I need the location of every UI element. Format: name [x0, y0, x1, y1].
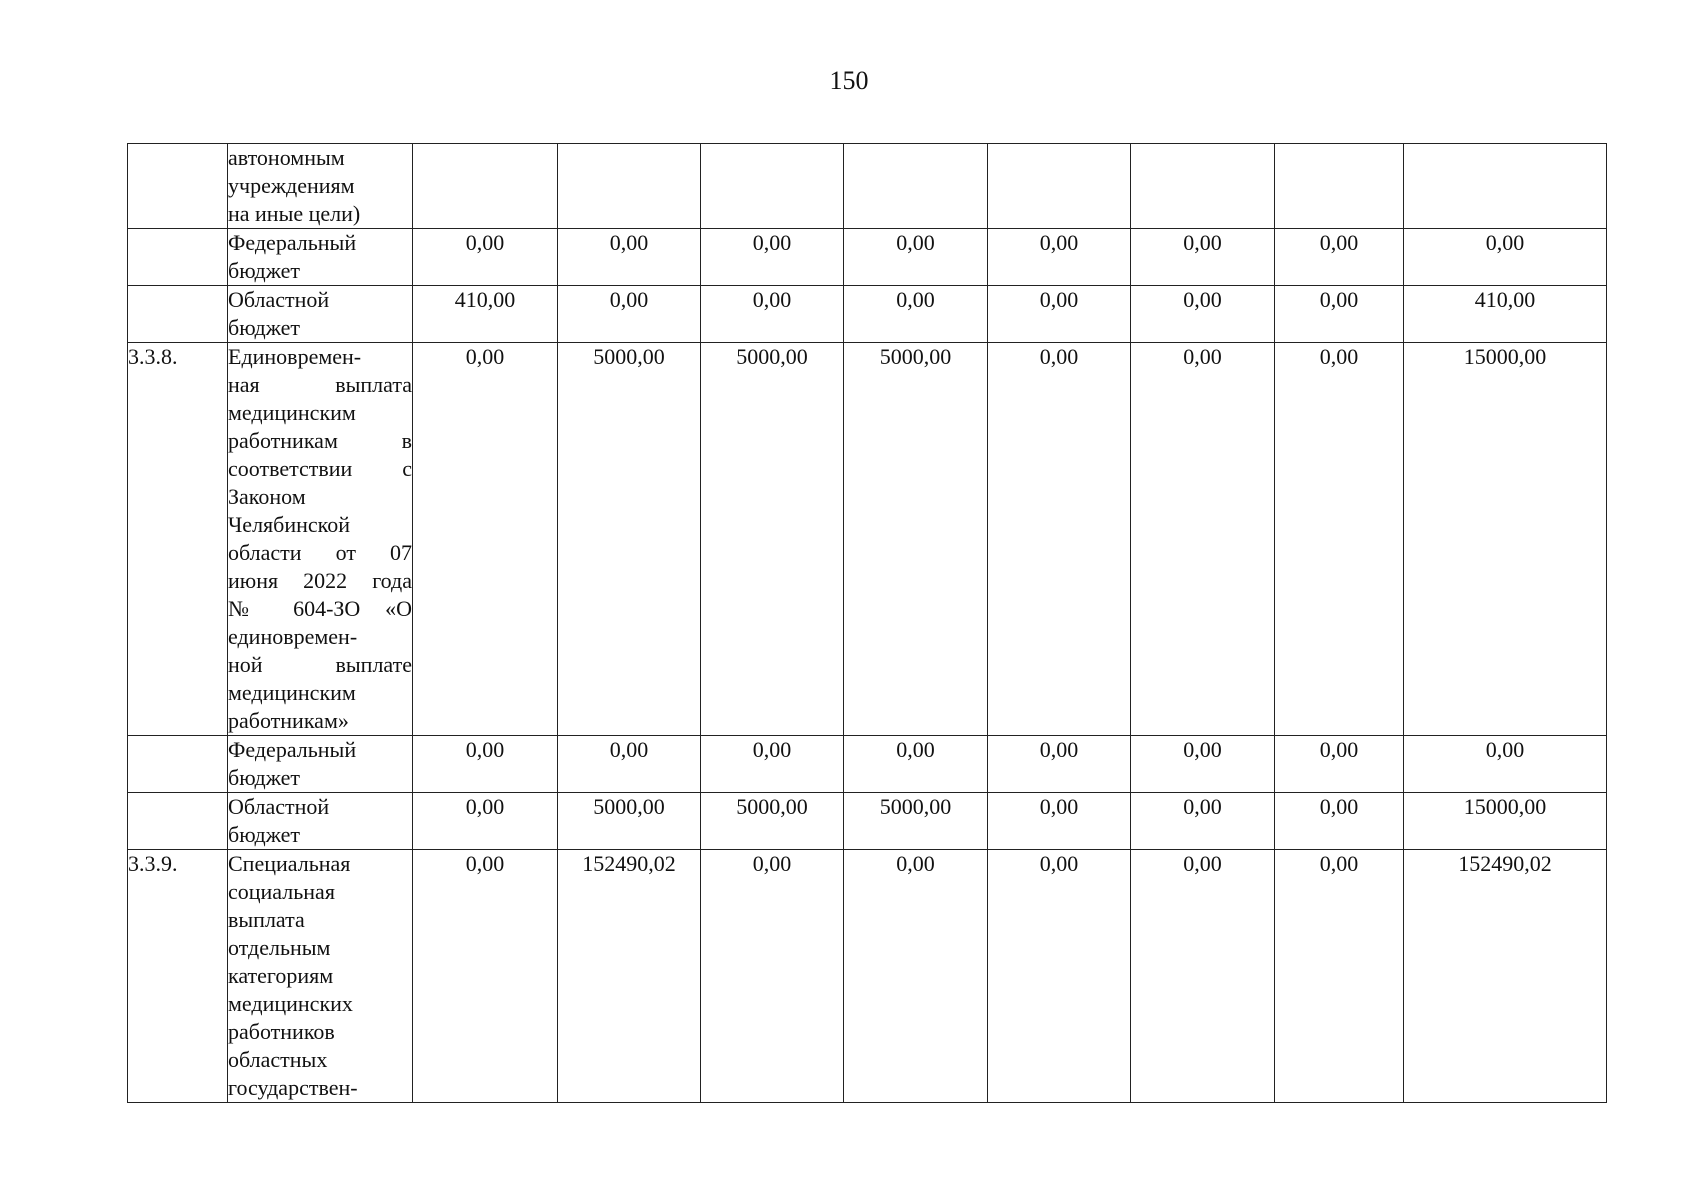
value-cell: 0,00	[988, 793, 1131, 850]
value-cell: 0,00	[1131, 850, 1275, 1103]
row-name-cell	[228, 793, 413, 850]
value-cell: 0,00	[988, 343, 1131, 736]
value-cell: 0,00	[1404, 229, 1607, 286]
value-cell: 152490,02	[558, 850, 701, 1103]
table-row	[128, 736, 1607, 793]
value-cell: 0,00	[988, 229, 1131, 286]
row-name-line: государствен-	[228, 1075, 358, 1100]
table-row	[128, 850, 1607, 1103]
row-number-cell	[128, 286, 228, 343]
value-cell: 0,00	[1131, 736, 1275, 793]
table-row	[128, 229, 1607, 286]
row-name-cell	[228, 736, 413, 793]
value-cell: 0,00	[413, 850, 558, 1103]
value-cell	[1404, 144, 1607, 229]
value-cell: 5000,00	[701, 793, 844, 850]
value-cell: 0,00	[844, 229, 988, 286]
budget-table	[127, 143, 1607, 1103]
value-cell: 0,00	[413, 229, 558, 286]
value-cell: 0,00	[701, 736, 844, 793]
row-name-line: единовремен-	[228, 624, 358, 649]
value-cell: 5000,00	[558, 343, 701, 736]
value-cell: 0,00	[988, 286, 1131, 343]
value-cell: 0,00	[1275, 343, 1404, 736]
row-name-line: работникам»	[228, 708, 349, 733]
value-cell: 5000,00	[558, 793, 701, 850]
row-name-line: Областной	[228, 287, 330, 312]
row-number-cell	[128, 793, 228, 850]
row-name-line: ная выплата	[228, 372, 412, 397]
value-cell: 0,00	[558, 229, 701, 286]
row-name-line: работникам в	[228, 428, 412, 453]
value-cell: 0,00	[701, 850, 844, 1103]
row-name-line: медицинских	[228, 991, 353, 1016]
row-name-cell	[228, 343, 413, 736]
value-cell: 15000,00	[1404, 343, 1607, 736]
table-row	[128, 793, 1607, 850]
row-name-line: соответствии с	[228, 456, 412, 481]
value-cell: 0,00	[1131, 229, 1275, 286]
value-cell: 152490,02	[1404, 850, 1607, 1103]
value-cell: 0,00	[701, 229, 844, 286]
value-cell: 0,00	[413, 793, 558, 850]
row-name-line: медицинским	[228, 400, 356, 425]
value-cell: 0,00	[844, 286, 988, 343]
row-name-line: категориям	[228, 963, 334, 988]
row-name-line: выплата	[228, 907, 305, 932]
value-cell	[1131, 144, 1275, 229]
value-cell: 0,00	[1131, 286, 1275, 343]
value-cell: 0,00	[1275, 850, 1404, 1103]
row-name-line: ной выплате	[228, 652, 412, 677]
table-row	[128, 286, 1607, 343]
value-cell: 0,00	[988, 736, 1131, 793]
row-name-line: автономным	[228, 145, 345, 170]
value-cell: 0,00	[558, 736, 701, 793]
value-cell: 0,00	[1275, 229, 1404, 286]
row-name-line: областных	[228, 1047, 328, 1072]
value-cell: 0,00	[413, 343, 558, 736]
row-name-line: отдельным	[228, 935, 331, 960]
row-name-line: Областной	[228, 794, 330, 819]
row-name-cell	[228, 286, 413, 343]
value-cell: 5000,00	[844, 343, 988, 736]
row-name-line: на иные цели)	[228, 201, 361, 226]
value-cell: 0,00	[1131, 343, 1275, 736]
row-name-line: работников	[228, 1019, 335, 1044]
row-number-cell	[128, 736, 228, 793]
page-number: 150	[829, 66, 869, 95]
value-cell: 15000,00	[1404, 793, 1607, 850]
value-cell: 0,00	[1275, 793, 1404, 850]
value-cell: 0,00	[844, 850, 988, 1103]
value-cell	[413, 144, 558, 229]
row-name-line: социальная	[228, 879, 335, 904]
value-cell: 410,00	[413, 286, 558, 343]
row-name-line: Челябинской	[228, 512, 351, 537]
row-name-cell	[228, 144, 413, 229]
row-name-line: медицинским	[228, 680, 356, 705]
value-cell: 0,00	[1275, 736, 1404, 793]
row-name-cell	[228, 229, 413, 286]
value-cell	[844, 144, 988, 229]
value-cell: 0,00	[1275, 286, 1404, 343]
value-cell: 0,00	[988, 850, 1131, 1103]
table-row	[128, 144, 1607, 229]
value-cell: 0,00	[558, 286, 701, 343]
row-name-line: области от 07	[228, 540, 412, 565]
row-name-line: Единовремен-	[228, 344, 362, 369]
value-cell: 5000,00	[844, 793, 988, 850]
row-name-line: Федеральный	[228, 230, 357, 255]
value-cell	[558, 144, 701, 229]
value-cell	[701, 144, 844, 229]
table-body	[128, 144, 1607, 1103]
row-name-line: бюджет	[228, 765, 300, 790]
row-name-cell	[228, 850, 413, 1103]
row-name-line: июня 2022 года	[228, 568, 412, 593]
row-number-cell	[128, 144, 228, 229]
value-cell: 0,00	[1404, 736, 1607, 793]
table-row	[128, 343, 1607, 736]
value-cell	[988, 144, 1131, 229]
row-number-cell	[128, 229, 228, 286]
value-cell	[1275, 144, 1404, 229]
row-number-cell: 3.3.8.	[128, 343, 228, 736]
row-name-line: Федеральный	[228, 737, 357, 762]
value-cell: 410,00	[1404, 286, 1607, 343]
value-cell: 5000,00	[701, 343, 844, 736]
row-name-line: № 604-ЗО «О	[228, 596, 412, 621]
value-cell: 0,00	[844, 736, 988, 793]
value-cell: 0,00	[413, 736, 558, 793]
row-name-line: бюджет	[228, 315, 300, 340]
row-name-line: учреждениям	[228, 173, 355, 198]
row-name-line: бюджет	[228, 258, 300, 283]
row-name-line: бюджет	[228, 822, 300, 847]
row-number-cell: 3.3.9.	[128, 850, 228, 1103]
value-cell: 0,00	[701, 286, 844, 343]
row-name-line: Специальная	[228, 851, 351, 876]
value-cell: 0,00	[1131, 793, 1275, 850]
row-name-line: Законом	[228, 484, 306, 509]
